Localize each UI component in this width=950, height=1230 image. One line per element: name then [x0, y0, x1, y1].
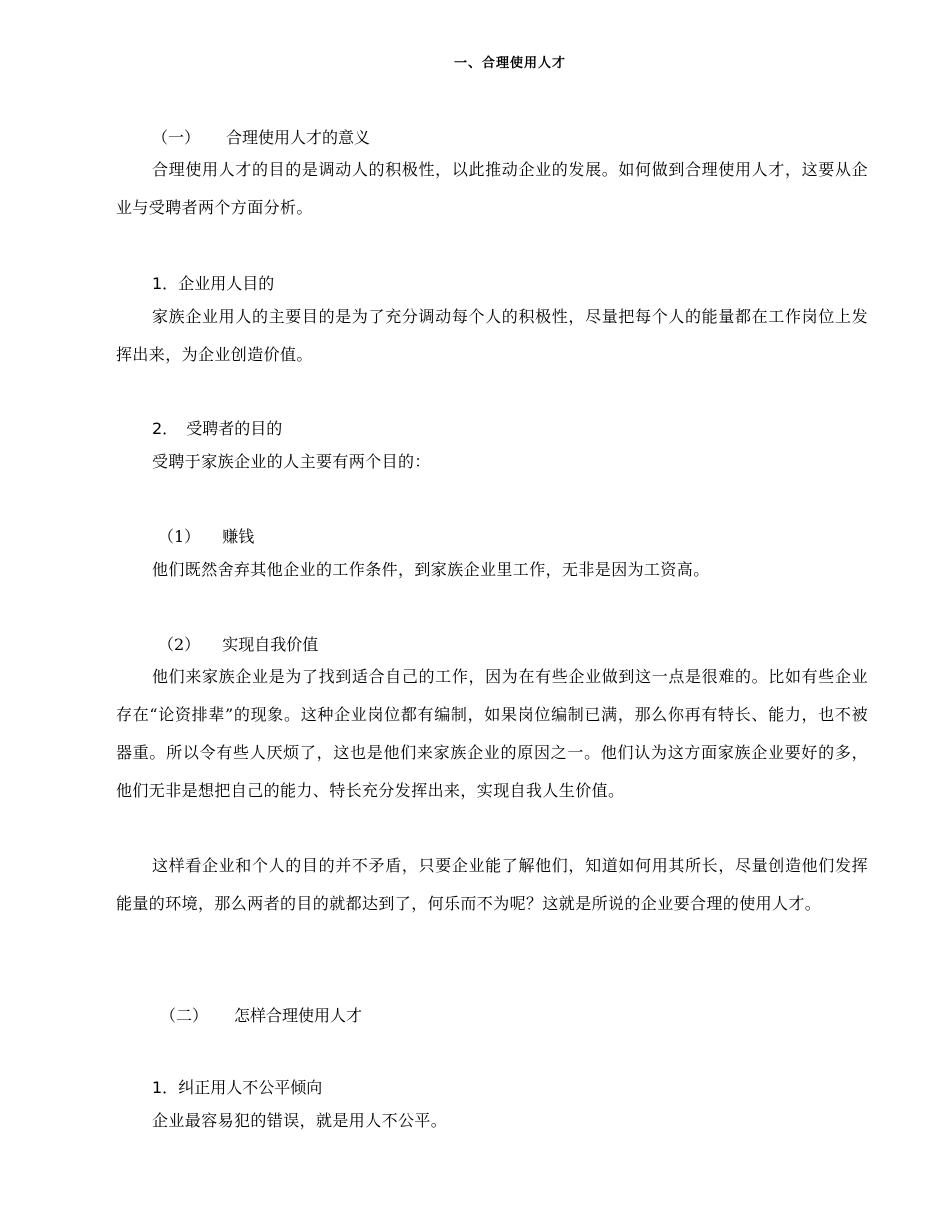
subitem-label: （2）	[158, 635, 201, 654]
item-title: 受聘者的目的	[186, 419, 283, 438]
subitem-label: （1）	[158, 527, 201, 546]
item-number: 1．	[152, 274, 179, 293]
paragraph-earn-money: 他们既然舍弃其他企业的工作条件，到家族企业里工作，无非是因为工资高。	[152, 560, 710, 579]
paragraph-conclusion: 这样看企业和个人的目的并不矛盾，只要企业能了解他们，知道如何用其所长，尽量创造他们发挥能量的环境，那么两者的目的就都达到了，何乐而不为呢？这就是所说的企业要合理的使用人才。	[116, 856, 868, 913]
subitem-title: 实现自我价值	[222, 635, 319, 654]
paragraph-company-purpose: 家族企业用人的主要目的是为了充分调动每个人的积极性，尽量把每个人的能量都在工作岗位上发挥出来，为企业创造价值。	[116, 307, 868, 364]
section-title: 怎样合理使用人才	[234, 1006, 363, 1025]
subitem-heading-2	[158, 632, 318, 655]
section-label: （一）	[152, 128, 201, 147]
subitem-title: 赚钱	[222, 527, 255, 546]
paragraph-self-value: 他们来家族企业是为了找到适合自己的工作，因为在有些企业做到这一点是很难的。比如有些企业存在“论资排辈”的现象。这种企业岗位都有编制，如果岗位编制已满，那么你再有特长、能力，也不被器重。所以令有些人厌烦了，这也是他们来家族企业的原因之一。他们认为这方面家族企业要好的多，他们无非是想把自己的能力、特长充分发挥出来，实现自我人生价值。	[116, 667, 868, 800]
paragraph-intro: 合理使用人才的目的是调动人的积极性，以此推动企业的发展。如何做到合理使用人才，这要从企业与受聘者两个方面分析。	[116, 160, 868, 217]
paragraph-unfair-employment: 企业最容易犯的错误，就是用人不公平。	[152, 1111, 448, 1130]
section-heading-2	[160, 1003, 362, 1026]
section-heading-1	[152, 125, 370, 148]
item-heading-2	[152, 416, 282, 439]
page-title: 一、合理使用人才	[453, 56, 566, 71]
item-title: 企业用人目的	[178, 274, 275, 293]
subitem-heading-1	[158, 524, 254, 547]
item-heading-1	[152, 271, 274, 294]
item-number: 2．	[152, 419, 179, 438]
item-heading-3	[152, 1075, 322, 1098]
paragraph-employee-purpose: 受聘于家族企业的人主要有两个目的：	[152, 452, 431, 471]
item-title: 纠正用人不公平倾向	[178, 1078, 323, 1097]
item-number: 1．	[152, 1078, 179, 1097]
section-title: 合理使用人才的意义	[226, 128, 371, 147]
section-label: （二）	[160, 1006, 209, 1025]
